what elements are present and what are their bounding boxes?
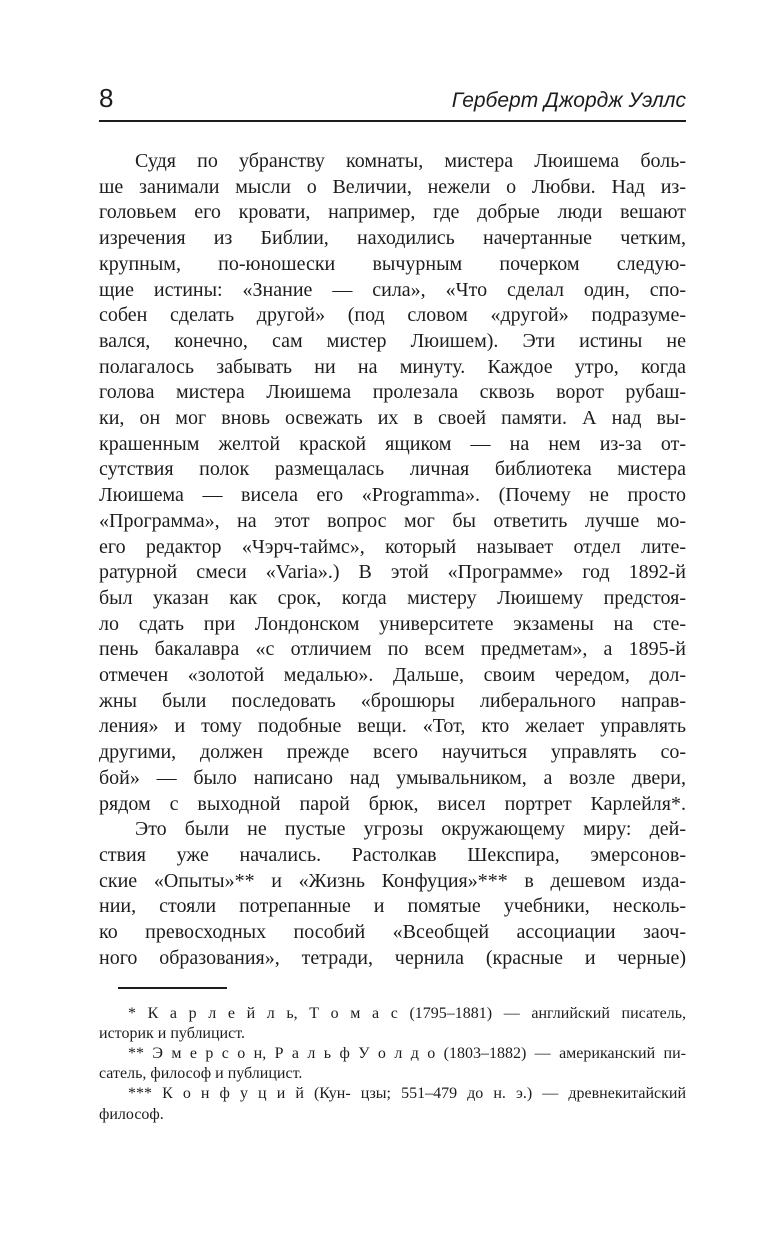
page-number: 8 — [99, 83, 114, 113]
text-line: отмечен «золотой медалью». Дальше, своим чередом, дол- — [99, 664, 686, 687]
footnote-line: философ. — [99, 1105, 164, 1123]
text-line: бой» — было написано над умывальником, а возле двери, — [99, 766, 686, 789]
text-line: ного образования», тетради, чернила (красные и черные) — [99, 946, 686, 969]
body-text — [99, 149, 686, 972]
text-line: другими, должен прежде всего научиться управлять со- — [99, 741, 686, 764]
paragraph — [99, 817, 686, 971]
text-line: Судя по убранству комнаты, мистера Люишема боль- — [135, 150, 686, 172]
footnote-line: историк и публицист. — [99, 1024, 245, 1042]
text-line: ки, он мог вновь освежать их в своей памяти. А над вы- — [99, 407, 686, 430]
footnote-rule — [118, 987, 227, 989]
footnote — [99, 1004, 686, 1044]
text-line: нии, стояли потрепанные и помятые учебники, несколь- — [99, 895, 686, 918]
text-line: ше занимали мысли о Величии, нежели о Любви. Над из- — [99, 175, 686, 198]
text-column — [99, 0, 686, 1125]
text-line: изречения из Библии, находились начертанные четким, — [99, 227, 686, 250]
running-title: Герберт Джордж Уэллс — [451, 89, 686, 112]
text-line: щие истины: «Знание — сила», «Что сделал один, спо- — [99, 278, 686, 301]
text-line: полагалось забывать ни на минуту. Каждое утро, когда — [99, 355, 686, 378]
text-line: собен сделать другой» (под словом «другой» подразуме- — [99, 304, 686, 327]
text-line: был указан как срок, когда мистеру Люишему предстоя- — [99, 586, 686, 609]
text-line: ко превосходных пособий «Всеобщей ассоциации заоч- — [99, 921, 686, 944]
header-rule — [99, 120, 686, 122]
running-header — [99, 85, 686, 114]
text-line: пень бакалавра «с отличием по всем предметам», а 1895-й — [99, 638, 686, 661]
text-line: головьем его кровати, например, где добрые люди вешают — [99, 201, 686, 224]
footnote-line: сатель, философ и публицист. — [99, 1065, 303, 1083]
text-line: ло сдать при Лондонском университете экзамены на сте- — [99, 612, 686, 635]
text-line: Это были не пустые угрозы окружающему миру: дей- — [135, 818, 686, 841]
footnotes — [99, 1004, 686, 1125]
text-line: «Программа», на этот вопрос мог бы ответить лучше мо- — [99, 509, 686, 532]
footnote-line: ** Э м е р с о н, Р а л ь ф У о л д о (1803–1882) — американский пи- — [128, 1044, 686, 1062]
paragraph — [99, 149, 686, 817]
text-line: его редактор «Чэрч-таймс», который называет отдел лите- — [99, 535, 686, 558]
text-line: крупным, по-юношески вычурным почерком следую- — [99, 252, 686, 275]
text-line: Люишема — висела его «Programma». (Почему не просто — [99, 484, 686, 507]
text-line: жны были последовать «брошюры либерального направ- — [99, 689, 686, 712]
text-line: ратурной смеси «Varia».) В этой «Программе» год 1892-й — [99, 561, 686, 584]
footnote-line: *** К о н ф у ц и й (Кун- цзы; 551–479 до н. э.) — древнекитайский — [128, 1085, 686, 1103]
text-line: ствия уже начались. Растолкав Шекспира, эмерсонов- — [99, 843, 686, 866]
text-line: крашенным желтой краской ящиком — на нем из-за от- — [99, 432, 686, 455]
footnote — [99, 1044, 686, 1084]
footnote — [99, 1084, 686, 1124]
text-line: голова мистера Люишема пролезала сквозь ворот рубаш- — [99, 381, 686, 404]
footnote-line: * К а р л е й л ь, Т о м а с (1795–1881) — английский писатель, — [128, 1004, 686, 1022]
text-line: ские «Опыты»** и «Жизнь Конфуция»*** в дешевом изда- — [99, 869, 686, 892]
text-line: вался, конечно, сам мистер Люишем). Эти истины не — [99, 329, 686, 352]
text-line: рядом с выходной парой брюк, висел портрет Карлейля*. — [99, 792, 686, 815]
text-line: ления» и тому подобные вещи. «Тот, кто желает управлять — [99, 715, 686, 738]
text-line: сутствия полок размещалась личная библиотека мистера — [99, 458, 686, 481]
